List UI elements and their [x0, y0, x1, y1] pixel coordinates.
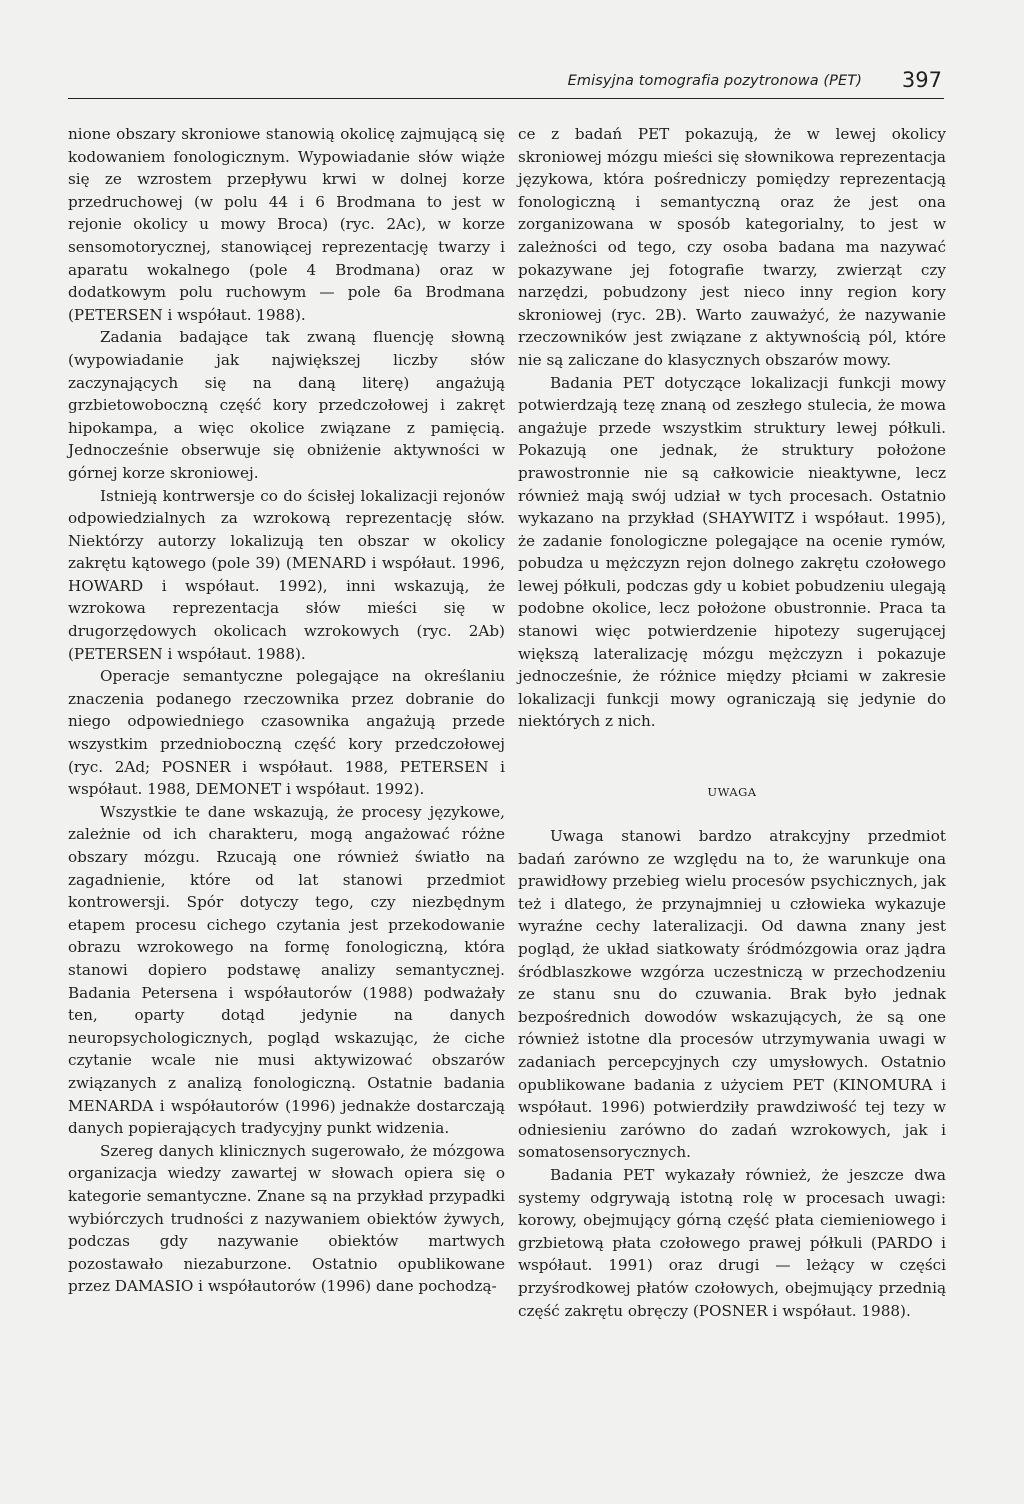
paragraph: ce z badań PET pokazują, że w lewej okolicy skroniowej mózgu mieści się słownikowa reprezentacja językowa, która pośredniczy pomiędzy reprezentacją fonologiczną i semantyczną oraz że jest ona zorganizowana w sposób kategorialny, to jest w zależności od tego, czy osoba badana ma nazywać pokazywane jej fotografie twarzy, zwierząt czy narzędzi, pobudzony jest nieco inny region kory skroniowej (ryc. 2B). Warto zauważyć, że nazywanie rzeczowników jest związane z aktywnością pól, które nie są zaliczane do klasycznych obszarów mowy.: [518, 125, 946, 369]
paragraph: Zadania badające tak zwaną fluencję słowną (wypowiadanie jak największej liczby słów zaczynających się na daną literę) angażują grzbietowoboczną część kory przedczołowej i zakręt hipokampa, a więc okolice związane z pamięcią. Jednocześnie obserwuje się obniżenie aktywności w górnej korze skroniowej.: [68, 328, 505, 482]
paragraph: Badania PET dotyczące lokalizacji funkcji mowy potwierdzają tezę znaną od zeszłego stulecia, że mowa angażuje przede wszystkim struktury lewej półkuli. Pokazują one jednak, że struktury położone prawostronnie nie są całkowicie nieaktywne, lecz również mają swój udział w tych procesach. Ostatnio wykazano na przykład (SHAYWITZ i współaut. 1995), że zadanie fonologiczne polegające na ocenie rymów, pobudza u mężczyzn rejon dolnego zakrętu czołowego lewej półkuli, podczas gdy u kobiet pobudzeniu ulegają podobne okolice, lecz położone obustronnie. Praca ta stanowi więc potwierdzenie hipotezy sugerującej większą lateralizację mózgu mężczyzn i pokazuje jednocześnie, że różnice między płciami w zakresie lokalizacji funkcji mowy ograniczają się jedynie do niektórych z nich.: [518, 373, 946, 731]
left-column: [68, 123, 505, 1298]
section-heading: UWAGA: [707, 785, 757, 800]
page-header: [68, 70, 944, 99]
paragraph: Istnieją kontrwersje co do ścisłej lokalizacji rejonów odpowiedzialnych za wzrokową reprezentację słów. Niektórzy autorzy lokalizują ten obszar w okolicy zakrętu kątowego (pole 39) (MENARD i współaut. 1996, HOWARD i współaut. 1992), inni wskazują, że wzrokowa reprezentacja słów mieści się w drugorzędowych okolicach wzrokowych (ryc. 2Ab) (PETERSEN i współaut. 1988).: [68, 486, 505, 663]
paragraph: Badania PET wykazały również, że jeszcze dwa systemy odgrywają istotną rolę w procesach uwagi: korowy, obejmujący górną część płata ciemieniowego i grzbietową płata czołowego prawej półkuli (PARDO i współaut. 1991) oraz drugi — leżący w części przyśrodkowej płatów czołowych, obejmujący przednią część zakrętu obręczy (POSNER i współaut. 1988).: [518, 1165, 946, 1320]
right-column: [518, 123, 946, 1322]
paragraph: Operacje semantyczne polegające na określaniu znaczenia podanego rzeczownika przez dobranie do niego odpowiedniego czasownika angażują przede wszystkim przednioboczną część kory przedczołowej (ryc. 2Ad; POSNER i współaut. 1988, PETERSEN i współaut. 1988, DEMONET i współaut. 1992).: [68, 667, 505, 799]
paragraph: Uwaga stanowi bardzo atrakcyjny przedmiot badań zarówno ze względu na to, że warunkuje ona prawidłowy przebieg wielu procesów psychicznych, jak też i dlatego, że przynajmniej u człowieka wykazuje wyraźne cechy lateralizacji. Od dawna znany jest pogląd, że układ siatkowaty śródmózgowia oraz jądra śródblaszkowe wzgórza uczestniczą w przechodzeniu ze stanu snu do czuwania. Brak było jednak bezpośrednich dowodów wskazujących, że są one również istotne dla procesów utrzymywania uwagi w zadaniach percepcyjnych czy umysłowych. Ostatnio opublikowane badania z użyciem PET (KINOMURA i współaut. 1996) potwierdziły prawdziwość tej tezy w odniesieniu zarówno do zadań wzrokowych, jak i somatosensorycznych.: [518, 827, 946, 1162]
paragraph: Wszystkie te dane wskazują, że procesy językowe, zależnie od ich charakteru, mogą angażować różne obszary mózgu. Rzucają one również światło na zagadnienie, które od lat stanowi przedmiot kontrowersji. Spór dotyczy tego, czy niezbędnym etapem procesu cichego czytania jest przekodowanie obrazu wzrokowego na formę fonologiczną, która stanowi dopiero podstawę analizy semantycznej. Badania Petersena i współautorów (1988) podważały ten, oparty dotąd jedynie na danych neuropsychologicznych, pogląd wskazując, że ciche czytanie wcale nie musi aktywizować obszarów związanych z analizą fonologiczną. Ostatnie badania MENARDA i współautorów (1996) jednakże dostarczają danych popierających tradycyjny punkt widzenia.: [68, 802, 505, 1138]
running-title: Emisyjna tomografia pozytronowa (PET): [567, 73, 862, 89]
page-number: 397: [901, 68, 942, 92]
paragraph: Szereg danych klinicznych sugerowało, że mózgowa organizacja wiedzy zawartej w słowach opiera się o kategorie semantyczne. Znane są na przykład przypadki wybiórczych trudności z nazywaniem obiektów żywych, podczas gdy nazywanie obiektów martwych pozostawało niezaburzone. Ostatnio opublikowane przez DAMASIO i współautorów (1996) dane pochodzą-: [68, 1141, 505, 1296]
paragraph: nione obszary skroniowe stanowią okolicę zajmującą się kodowaniem fonologicznym. Wypowiadanie słów wiąże się ze wzrostem przepływu krwi w dolnej korze przedruchowej (w polu 44 i 6 Brodmana to jest w rejonie okolicy u mowy Broca) (ryc. 2Ac), w korze sensomotorycznej, stanowiącej reprezentację twarzy i aparatu wokalnego (pole 4 Brodmana) oraz w dodatkowym polu ruchowym — pole 6a Brodmana (PETERSEN i współaut. 1988).: [68, 125, 505, 324]
